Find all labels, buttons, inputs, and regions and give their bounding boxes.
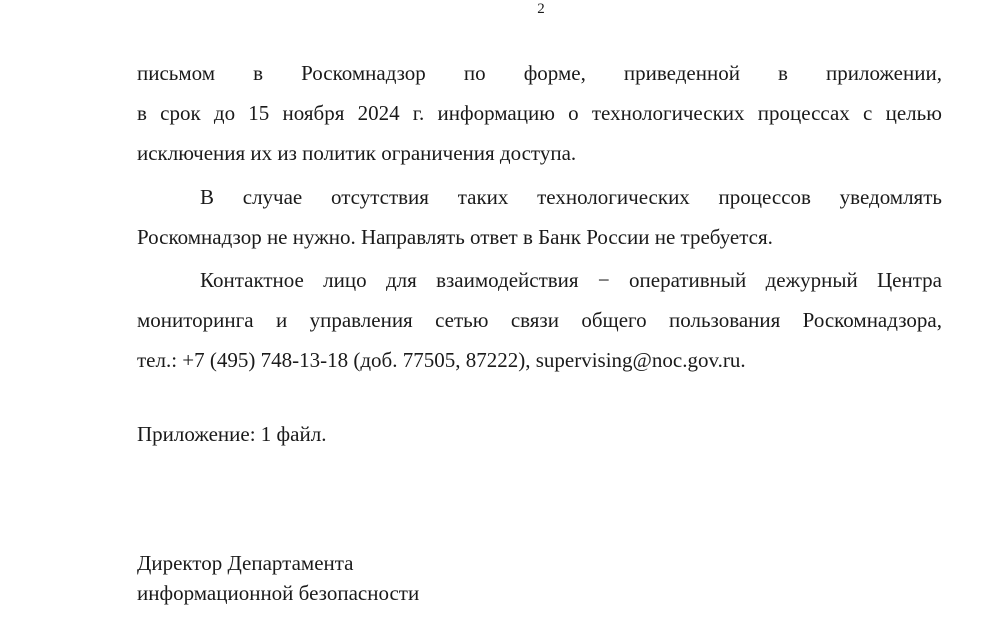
paragraph-1-line-2-word: г. [412,101,425,125]
signature-title-line-1: Директор Департамента [137,551,354,575]
paragraph-2-line-1-word: уведомлять [839,185,942,209]
paragraph-3-line-2-word: связи [510,308,559,332]
paragraph-1-line-2-word: информацию [437,101,555,125]
signature-title-line-2: информационной безопасности [137,581,420,605]
paragraph-1-line-2-word: до [213,101,236,125]
paragraph-2-line-1-word: таких [457,185,509,209]
paragraph-3-line-2-word: мониторинга [137,308,254,332]
paragraph-2-line-1 [137,177,942,217]
paragraph-request-info [137,53,942,173]
paragraph-1-line-1-word: Роскомнадзор [301,61,426,85]
paragraph-1-line-2-word: 2024 [357,101,400,125]
signature-block [137,548,419,608]
paragraph-1-line-2-word: с [863,101,873,125]
paragraph-2-line-1-word: случае [242,185,303,209]
page-number: 2 [537,1,545,17]
paragraph-2-line-1-word: процессов [718,185,811,209]
paragraph-1-line-1 [137,53,942,93]
paragraph-1-line-1-word: приложении, [826,61,942,85]
paragraph-2-line-1-word: отсутствия [331,185,429,209]
paragraph-2-line-1-word: технологических [537,185,690,209]
paragraph-1-line-1-word: приведенной [623,61,740,85]
paragraph-3-line-2 [137,300,942,340]
paragraph-3-line-3: тел.: +7 (495) 748-13-18 (доб. 77505, 87222), supervising@noc.gov.ru. [137,348,746,372]
paragraph-1-line-2-word: о [568,101,579,125]
paragraph-1-line-1-word: в [778,61,788,85]
paragraph-no-processes [137,177,942,257]
paragraph-3-line-2-word: сетью [435,308,489,332]
paragraph-1-line-1-word: по [463,61,486,85]
paragraph-3-line-1-word: для [385,268,417,292]
paragraph-3-line-2-word: управления [309,308,413,332]
paragraph-contact-person [137,260,942,380]
paragraph-3-line-2-word: общего [581,308,647,332]
paragraph-1-line-3: исключения их из политик ограничения доступа. [137,141,577,165]
paragraph-3-line-1-word: оперативный [629,268,747,292]
paragraph-1-line-1-word: письмом [137,61,216,85]
paragraph-1-line-2-word: 15 [248,101,270,125]
paragraph-2-line-1-word: В [200,185,215,209]
paragraph-3-line-1 [137,260,942,300]
paragraph-3-line-1-word: Центра [876,268,942,292]
paragraph-1-line-2-word: технологических [591,101,745,125]
paragraph-3-line-1-word: лицо [323,268,367,292]
paragraph-3-line-2-word: и [275,308,288,332]
paragraph-1-line-2 [137,93,942,133]
paragraph-1-line-1-word: в [253,61,264,85]
attachment-note: Приложение: 1 файл. [137,422,327,446]
paragraph-1-line-2-word: процессах [757,101,850,125]
paragraph-1-line-2-word: в [137,101,147,125]
paragraph-3-line-1-word: взаимодействия [436,268,579,292]
paragraph-3-line-1-word: Контактное [200,268,304,292]
paragraph-1-line-2-word: срок [160,101,201,125]
paragraph-1-line-1-word: форме, [523,61,586,85]
paragraph-3-line-2-word: пользования [669,308,781,332]
paragraph-2-line-2: Роскомнадзор не нужно. Направлять ответ в Банк России не требуется. [137,225,773,249]
paragraph-1-line-2-word: целью [885,101,942,125]
paragraph-3-line-1-word: дежурный [765,268,858,292]
paragraph-1-line-2-word: ноября [282,101,345,125]
paragraph-3-line-2-word: Роскомнадзора, [802,308,942,332]
paragraph-3-line-1-word: − [597,268,610,292]
